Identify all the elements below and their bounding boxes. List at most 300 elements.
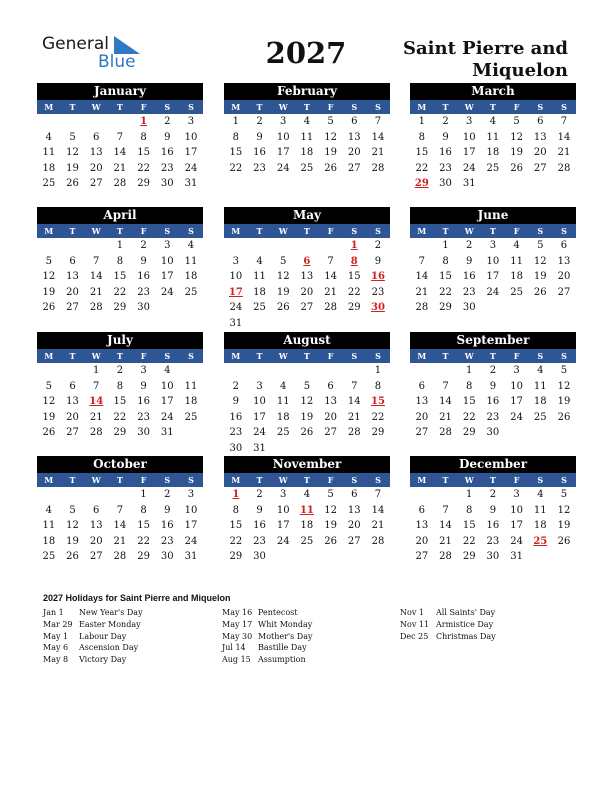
day-cell: 8	[466, 380, 473, 392]
day-cell: 30	[486, 427, 500, 439]
day-cell: 18	[533, 396, 547, 408]
day-cell: 12	[324, 131, 337, 143]
day-cell: 9	[489, 380, 497, 392]
holiday-day: 1	[140, 116, 148, 128]
day-cell: 13	[324, 396, 337, 408]
week-row	[410, 130, 576, 146]
day-cell: 27	[415, 427, 429, 439]
day-cell: 2	[442, 116, 449, 128]
day-cell: 22	[229, 162, 243, 174]
day-cell: 18	[276, 411, 290, 423]
day-cell: 28	[557, 162, 571, 174]
day-cell: 8	[116, 380, 124, 392]
day-cell: 23	[462, 286, 476, 298]
day-cell: 19	[533, 271, 547, 283]
weekday-header	[410, 224, 576, 238]
day-cell: 15	[113, 396, 127, 408]
day-cell: 20	[415, 535, 429, 547]
day-cell: 28	[89, 302, 103, 314]
weekday-label: F	[327, 475, 334, 485]
day-cell: 26	[510, 162, 523, 174]
holiday-entry	[43, 642, 213, 654]
day-cell: 6	[418, 504, 426, 516]
day-cell: 4	[303, 489, 311, 501]
day-cell: 11	[533, 504, 547, 516]
week-row	[37, 379, 203, 395]
week-row	[224, 425, 390, 441]
weekday-label: T	[256, 226, 263, 236]
day-cell: 3	[232, 255, 240, 267]
holiday-entry	[43, 630, 213, 642]
day-cell: 5	[327, 116, 334, 128]
day-cell: 13	[415, 396, 429, 408]
holiday-date: Aug 15	[222, 655, 251, 665]
day-cell: 7	[116, 504, 124, 516]
day-cell: 24	[486, 286, 500, 298]
day-cell: 11	[533, 380, 547, 392]
holiday-date: May 17	[222, 620, 253, 630]
day-cell: 23	[229, 427, 243, 439]
day-cell: 30	[486, 551, 500, 563]
day-cell: 6	[69, 380, 76, 392]
day-cell: 17	[486, 271, 500, 283]
day-cell: 5	[69, 131, 76, 143]
day-cell: 13	[300, 271, 314, 283]
day-cell: 14	[113, 520, 127, 532]
day-cell: 28	[439, 427, 452, 439]
day-cell: 4	[537, 489, 544, 501]
day-cell: 27	[415, 551, 429, 563]
day-cell: 11	[42, 520, 56, 532]
day-cell: 22	[347, 286, 361, 298]
day-cell: 26	[557, 411, 571, 423]
day-cell: 10	[253, 396, 266, 408]
day-cell: 29	[462, 551, 476, 563]
day-cell: 19	[557, 520, 571, 532]
weekday-label: S	[561, 351, 567, 361]
day-cell: 5	[560, 489, 568, 501]
day-cell: 13	[557, 255, 571, 267]
week-row	[224, 410, 390, 426]
weekday-header	[37, 349, 203, 363]
weekday-label: M	[417, 226, 427, 236]
day-cell: 27	[557, 286, 571, 298]
day-cell: 27	[89, 178, 103, 190]
day-cell: 4	[187, 240, 195, 252]
day-cell: 22	[113, 411, 127, 423]
day-cell: 2	[164, 489, 171, 501]
day-cell: 26	[66, 551, 79, 563]
weekday-label: T	[69, 102, 76, 112]
weekday-label: S	[375, 475, 381, 485]
week-row	[37, 503, 203, 519]
day-cell: 23	[160, 162, 174, 174]
day-cell: 19	[66, 535, 79, 547]
weekday-label: T	[442, 102, 449, 112]
month-name: July	[37, 332, 203, 349]
day-cell: 26	[533, 286, 547, 298]
day-cell: 21	[89, 411, 103, 423]
day-cell: 10	[184, 131, 198, 143]
day-cell: 19	[557, 396, 571, 408]
weekday-header	[37, 100, 203, 114]
day-cell: 19	[300, 411, 314, 423]
day-cell: 24	[510, 535, 523, 547]
day-cell: 15	[347, 271, 361, 283]
day-cell: 8	[232, 131, 240, 143]
day-cell: 21	[439, 535, 452, 547]
day-cell: 6	[560, 240, 568, 252]
week-row	[410, 176, 576, 192]
month-name: January	[37, 83, 203, 100]
weekday-label: S	[537, 351, 544, 361]
weekday-label: W	[464, 351, 474, 361]
day-cell: 30	[229, 442, 243, 454]
day-cell: 28	[371, 162, 385, 174]
day-cell: 3	[513, 365, 520, 377]
day-cell: 29	[371, 427, 385, 439]
day-cell: 14	[439, 396, 452, 408]
day-cell: 30	[439, 178, 452, 190]
day-cell: 18	[300, 147, 314, 159]
day-cell: 9	[164, 131, 171, 143]
day-cell: 13	[66, 396, 79, 408]
month-october	[37, 456, 203, 565]
day-cell: 5	[327, 489, 334, 501]
week-row	[37, 176, 203, 192]
day-cell: 4	[489, 116, 497, 128]
day-cell: 3	[187, 116, 195, 128]
week-row	[224, 441, 390, 457]
day-cell: 21	[324, 286, 337, 298]
day-cell: 10	[276, 131, 290, 143]
day-cell: 3	[280, 489, 287, 501]
day-cell: 16	[253, 147, 266, 159]
day-cell: 2	[116, 365, 124, 377]
day-cell: 3	[466, 116, 473, 128]
day-cell: 15	[462, 396, 476, 408]
week-row	[224, 363, 390, 379]
weekday-label: F	[327, 226, 334, 236]
month-name: August	[224, 332, 390, 349]
holiday-entry	[43, 619, 213, 631]
month-name: December	[410, 456, 576, 473]
day-cell: 24	[510, 411, 523, 423]
day-cell: 15	[415, 147, 429, 159]
day-cell: 15	[439, 271, 452, 283]
day-cell: 21	[371, 147, 385, 159]
day-cell: 27	[347, 535, 361, 547]
logo-text-blue: Blue	[98, 52, 136, 72]
weekday-label: S	[561, 102, 567, 112]
day-cell: 4	[513, 240, 520, 252]
day-cell: 8	[466, 504, 473, 516]
month-name: November	[224, 456, 390, 473]
day-cell: 6	[351, 489, 358, 501]
day-cell: 21	[415, 286, 429, 298]
day-cell: 18	[486, 147, 500, 159]
day-cell: 24	[160, 411, 174, 423]
week-row	[410, 269, 576, 285]
weekday-header	[224, 473, 390, 487]
weekday-label: F	[140, 475, 147, 485]
day-cell: 25	[42, 178, 56, 190]
day-cell: 30	[137, 302, 150, 314]
holiday-date: Nov 1	[400, 608, 424, 618]
day-cell: 28	[347, 427, 361, 439]
day-cell: 7	[374, 116, 382, 128]
holiday-name: Bastille Day	[258, 643, 307, 653]
day-cell: 25	[533, 411, 547, 423]
weekday-label: T	[69, 226, 76, 236]
weekday-label: W	[278, 351, 288, 361]
day-cell: 19	[324, 147, 337, 159]
weekday-label: W	[278, 226, 288, 236]
day-cell: 21	[89, 286, 103, 298]
day-cell: 1	[232, 116, 240, 128]
day-cell: 17	[160, 396, 174, 408]
week-row	[410, 300, 576, 316]
weekday-label: M	[417, 351, 427, 361]
day-cell: 26	[324, 535, 337, 547]
day-cell: 16	[229, 411, 243, 423]
day-cell: 13	[89, 147, 103, 159]
day-cell: 4	[164, 365, 171, 377]
day-cell: 9	[466, 255, 473, 267]
day-cell: 9	[489, 504, 497, 516]
day-cell: 1	[418, 116, 426, 128]
day-cell: 11	[510, 255, 523, 267]
day-cell: 5	[45, 380, 53, 392]
day-cell: 11	[184, 380, 198, 392]
day-cell: 24	[184, 535, 198, 547]
holidays-column	[43, 607, 213, 665]
week-row	[37, 238, 203, 254]
day-cell: 4	[45, 504, 53, 516]
day-cell: 13	[347, 504, 361, 516]
day-cell: 13	[89, 520, 103, 532]
week-row	[410, 363, 576, 379]
day-cell: 21	[371, 520, 385, 532]
month-april	[37, 207, 203, 316]
day-cell: 12	[533, 255, 547, 267]
day-cell: 24	[276, 535, 290, 547]
day-cell: 8	[442, 255, 449, 267]
week-row	[224, 379, 390, 395]
month-august	[224, 332, 390, 456]
day-cell: 12	[300, 396, 314, 408]
day-cell: 17	[184, 147, 198, 159]
weekday-header	[37, 224, 203, 238]
day-cell: 12	[66, 147, 79, 159]
day-cell: 2	[374, 240, 382, 252]
month-name: October	[37, 456, 203, 473]
day-cell: 25	[300, 535, 314, 547]
day-cell: 25	[276, 427, 290, 439]
week-row	[37, 114, 203, 130]
day-cell: 17	[510, 520, 523, 532]
day-cell: 31	[184, 178, 198, 190]
day-cell: 16	[137, 271, 150, 283]
day-cell: 27	[66, 427, 79, 439]
day-cell: 23	[160, 535, 174, 547]
holiday-entry	[43, 607, 213, 619]
day-cell: 14	[415, 271, 429, 283]
holiday-name: Victory Day	[79, 655, 127, 665]
holiday-name: Ascension Day	[79, 643, 139, 653]
day-cell: 29	[113, 302, 127, 314]
day-cell: 8	[116, 255, 124, 267]
day-cell: 18	[300, 520, 314, 532]
day-cell: 26	[276, 302, 290, 314]
weekday-label: S	[537, 102, 544, 112]
weekday-label: M	[231, 226, 241, 236]
day-cell: 23	[253, 535, 266, 547]
week-row	[224, 316, 390, 332]
week-row	[37, 145, 203, 161]
day-cell: 8	[374, 380, 382, 392]
day-cell: 29	[229, 551, 243, 563]
week-row	[37, 269, 203, 285]
weekday-label: S	[561, 475, 567, 485]
day-cell: 3	[187, 489, 195, 501]
month-february	[224, 83, 390, 176]
weekday-header	[224, 224, 390, 238]
day-cell: 26	[66, 178, 79, 190]
day-cell: 5	[537, 240, 544, 252]
day-cell: 24	[462, 162, 476, 174]
day-cell: 21	[347, 411, 361, 423]
weekday-label: T	[69, 351, 76, 361]
weekday-label: S	[537, 475, 544, 485]
day-cell: 21	[439, 411, 452, 423]
day-cell: 6	[93, 131, 100, 143]
month-name: April	[37, 207, 203, 224]
holiday-day: 6	[303, 255, 311, 267]
week-row	[37, 549, 203, 565]
weekday-label: F	[327, 102, 334, 112]
day-cell: 25	[184, 286, 198, 298]
day-cell: 16	[253, 520, 266, 532]
weekday-label: S	[164, 475, 171, 485]
day-cell: 17	[510, 396, 523, 408]
holidays-column	[400, 607, 570, 642]
weekday-label: T	[442, 351, 449, 361]
holiday-day: 16	[371, 271, 385, 283]
day-cell: 22	[439, 286, 452, 298]
weekday-label: W	[464, 102, 474, 112]
weekday-label: F	[140, 351, 147, 361]
weekday-label: F	[513, 475, 520, 485]
week-row	[224, 549, 390, 565]
day-cell: 11	[300, 131, 314, 143]
holiday-entry	[222, 630, 392, 642]
week-row	[224, 394, 390, 410]
month-july	[37, 332, 203, 441]
holiday-day: 1	[350, 240, 358, 252]
day-cell: 20	[533, 147, 547, 159]
week-row	[410, 145, 576, 161]
holiday-date: May 30	[222, 631, 253, 641]
day-cell: 6	[327, 380, 334, 392]
day-cell: 24	[160, 286, 174, 298]
day-cell: 18	[42, 535, 56, 547]
day-cell: 16	[160, 147, 174, 159]
day-cell: 9	[140, 255, 147, 267]
day-cell: 2	[256, 116, 263, 128]
day-cell: 15	[137, 520, 150, 532]
day-cell: 20	[557, 271, 571, 283]
day-cell: 16	[486, 396, 500, 408]
day-cell: 23	[486, 535, 500, 547]
weekday-label: W	[91, 475, 101, 485]
day-cell: 26	[42, 302, 56, 314]
week-row	[410, 425, 576, 441]
week-row	[37, 410, 203, 426]
weekday-label: S	[164, 102, 171, 112]
weekday-label: M	[44, 226, 54, 236]
weekday-label: S	[164, 351, 171, 361]
day-cell: 19	[42, 411, 56, 423]
holiday-entry	[400, 630, 570, 642]
day-cell: 22	[415, 162, 429, 174]
day-cell: 29	[137, 178, 150, 190]
weekday-header	[410, 100, 576, 114]
day-cell: 5	[69, 504, 76, 516]
holiday-name: Whit Monday	[258, 620, 313, 630]
holiday-date: May 6	[43, 643, 69, 653]
day-cell: 16	[160, 520, 174, 532]
week-row	[37, 254, 203, 270]
day-cell: 1	[374, 365, 382, 377]
day-cell: 12	[66, 520, 79, 532]
day-cell: 28	[439, 551, 452, 563]
day-cell: 3	[280, 116, 287, 128]
day-cell: 17	[253, 411, 266, 423]
day-cell: 4	[303, 116, 311, 128]
day-cell: 16	[486, 520, 500, 532]
day-cell: 15	[113, 271, 127, 283]
month-november	[224, 456, 390, 565]
day-cell: 11	[276, 396, 290, 408]
day-cell: 31	[229, 317, 243, 329]
week-row	[224, 285, 390, 301]
day-cell: 12	[557, 380, 571, 392]
holiday-entry	[400, 619, 570, 631]
holiday-day: 14	[89, 396, 104, 408]
day-cell: 25	[42, 551, 56, 563]
weekday-label: M	[231, 351, 241, 361]
day-cell: 6	[93, 504, 100, 516]
day-cell: 2	[140, 240, 147, 252]
day-cell: 31	[510, 551, 523, 563]
day-cell: 8	[140, 504, 147, 516]
day-cell: 23	[371, 286, 385, 298]
country-title: Saint Pierre and Miquelon	[402, 38, 568, 81]
week-row	[410, 114, 576, 130]
holiday-date: Mar 29	[43, 620, 73, 630]
day-cell: 5	[280, 255, 287, 267]
weekday-label: W	[464, 226, 474, 236]
day-cell: 19	[276, 286, 290, 298]
day-cell: 10	[486, 255, 500, 267]
day-cell: 10	[510, 380, 523, 392]
day-cell: 2	[232, 380, 240, 392]
week-row	[37, 363, 203, 379]
holiday-day: 25	[533, 535, 548, 547]
day-cell: 22	[371, 411, 385, 423]
day-cell: 7	[93, 380, 100, 392]
